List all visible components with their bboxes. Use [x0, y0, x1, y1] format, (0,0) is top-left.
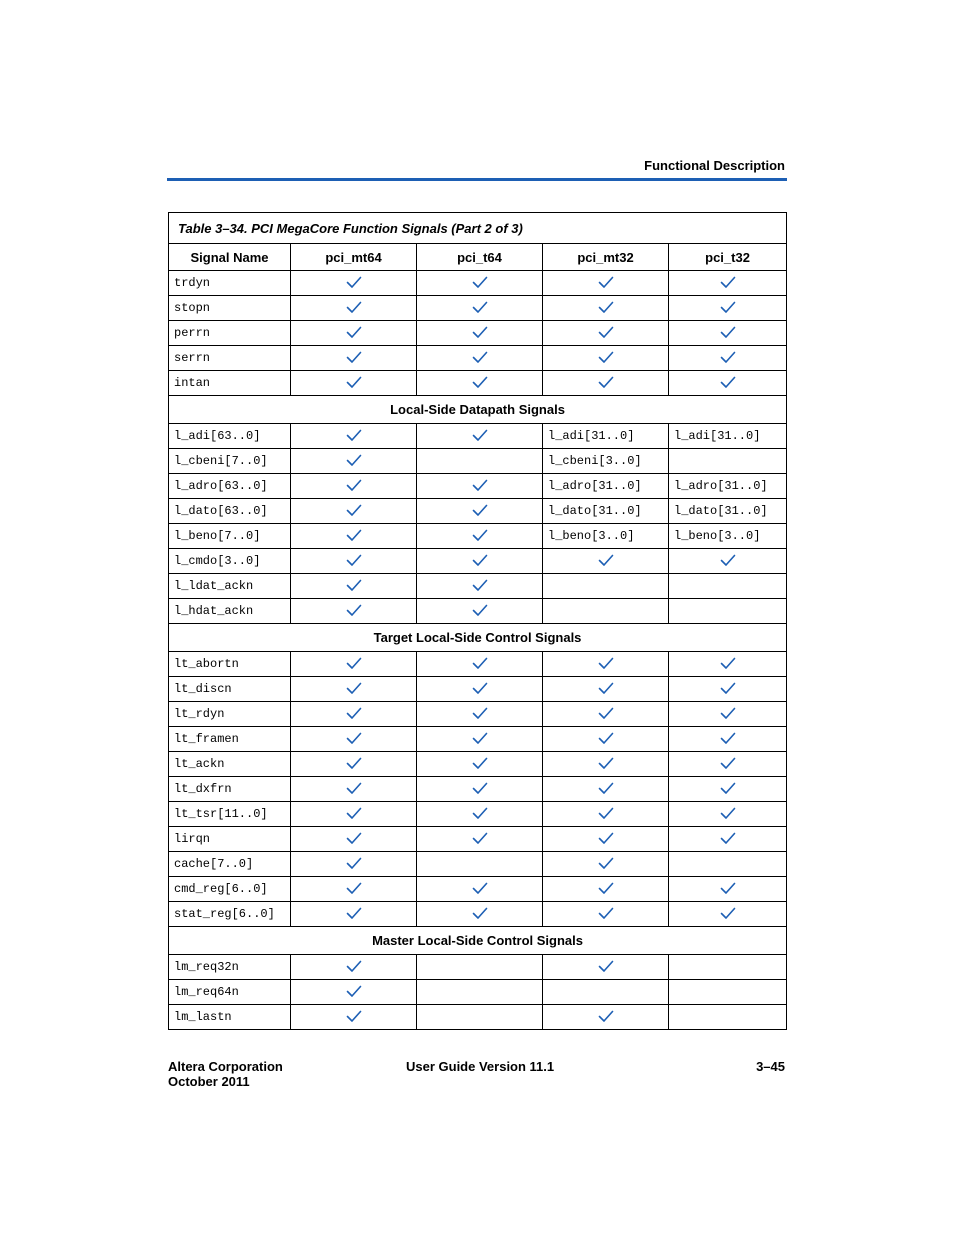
check-cell	[543, 271, 669, 296]
check-cell	[417, 752, 543, 777]
check-cell	[291, 574, 417, 599]
checkmark-icon	[346, 429, 362, 442]
table-row	[169, 371, 787, 396]
checkmark-icon	[346, 1010, 362, 1023]
checkmark-icon	[720, 882, 736, 895]
check-cell	[291, 346, 417, 371]
checkmark-icon	[346, 832, 362, 845]
checkmark-icon	[720, 907, 736, 920]
check-cell	[291, 1005, 417, 1030]
checkmark-icon	[598, 757, 614, 770]
checkmark-icon	[472, 429, 488, 442]
checkmark-icon	[720, 326, 736, 339]
table-row	[169, 424, 787, 449]
check-cell	[291, 524, 417, 549]
checkmark-icon	[720, 554, 736, 567]
check-cell	[291, 321, 417, 346]
check-cell	[543, 802, 669, 827]
checkmark-icon	[346, 276, 362, 289]
check-cell	[669, 652, 787, 677]
empty-cell	[417, 980, 543, 1005]
checkmark-icon	[346, 504, 362, 517]
checkmark-icon	[346, 351, 362, 364]
check-cell	[669, 902, 787, 927]
signal-name: lt_discn	[169, 677, 291, 702]
check-cell	[291, 877, 417, 902]
check-cell	[291, 752, 417, 777]
signal-name: lm_req32n	[169, 955, 291, 980]
checkmark-icon	[346, 807, 362, 820]
running-header-title: Functional Description	[644, 158, 785, 173]
column-header-row	[169, 244, 787, 271]
checkmark-icon	[346, 757, 362, 770]
signal-name: lt_dxfrn	[169, 777, 291, 802]
check-cell	[543, 955, 669, 980]
empty-cell	[669, 574, 787, 599]
table-row	[169, 574, 787, 599]
checkmark-icon	[346, 326, 362, 339]
checkmark-icon	[720, 757, 736, 770]
checkmark-icon	[346, 907, 362, 920]
checkmark-icon	[720, 682, 736, 695]
check-cell	[291, 296, 417, 321]
check-cell	[417, 652, 543, 677]
checkmark-icon	[598, 657, 614, 670]
signal-name: stopn	[169, 296, 291, 321]
section-heading: Master Local-Side Control Signals	[169, 927, 787, 955]
check-cell	[417, 802, 543, 827]
section-heading: Target Local-Side Control Signals	[169, 624, 787, 652]
checkmark-icon	[472, 732, 488, 745]
check-cell	[417, 827, 543, 852]
check-cell	[669, 752, 787, 777]
checkmark-icon	[598, 351, 614, 364]
empty-cell	[543, 980, 669, 1005]
check-cell	[291, 677, 417, 702]
check-cell	[417, 474, 543, 499]
check-cell	[291, 499, 417, 524]
table-row	[169, 677, 787, 702]
checkmark-icon	[346, 985, 362, 998]
checkmark-icon	[598, 832, 614, 845]
checkmark-icon	[346, 857, 362, 870]
checkmark-icon	[346, 301, 362, 314]
footer-company: Altera Corporation	[168, 1059, 283, 1074]
table-row	[169, 549, 787, 574]
table-row	[169, 346, 787, 371]
check-cell	[291, 727, 417, 752]
column-header: Signal Name	[169, 244, 291, 271]
empty-cell	[417, 1005, 543, 1030]
checkmark-icon	[346, 454, 362, 467]
check-cell	[417, 902, 543, 927]
check-cell	[543, 877, 669, 902]
table-row	[169, 271, 787, 296]
table-row	[169, 296, 787, 321]
table-row	[169, 474, 787, 499]
section-heading: Local-Side Datapath Signals	[169, 396, 787, 424]
check-cell	[417, 877, 543, 902]
section-row	[169, 396, 787, 424]
checkmark-icon	[346, 882, 362, 895]
section-row	[169, 624, 787, 652]
signal-name: l_cbeni[7..0]	[169, 449, 291, 474]
checkmark-icon	[598, 782, 614, 795]
check-cell	[291, 802, 417, 827]
check-cell	[291, 271, 417, 296]
check-cell	[291, 902, 417, 927]
check-cell	[291, 474, 417, 499]
table-row	[169, 802, 787, 827]
check-cell	[291, 424, 417, 449]
signal-name: l_ldat_ackn	[169, 574, 291, 599]
checkmark-icon	[472, 882, 488, 895]
check-cell	[543, 777, 669, 802]
checkmark-icon	[472, 554, 488, 567]
signal-name: trdyn	[169, 271, 291, 296]
check-cell	[669, 296, 787, 321]
empty-cell	[669, 852, 787, 877]
signal-name: l_adro[63..0]	[169, 474, 291, 499]
check-cell	[669, 827, 787, 852]
check-cell	[669, 877, 787, 902]
signal-width-cell: l_adro[31..0]	[543, 474, 669, 499]
checkmark-icon	[472, 351, 488, 364]
empty-cell	[417, 852, 543, 877]
checkmark-icon	[598, 376, 614, 389]
checkmark-icon	[720, 832, 736, 845]
signal-name: stat_reg[6..0]	[169, 902, 291, 927]
signal-name: perrn	[169, 321, 291, 346]
signal-name: lt_abortn	[169, 652, 291, 677]
checkmark-icon	[472, 782, 488, 795]
empty-cell	[417, 449, 543, 474]
signal-width-cell: l_dato[31..0]	[543, 499, 669, 524]
check-cell	[291, 549, 417, 574]
check-cell	[417, 727, 543, 752]
checkmark-icon	[720, 732, 736, 745]
checkmark-icon	[720, 301, 736, 314]
signal-name: lt_rdyn	[169, 702, 291, 727]
table-row	[169, 599, 787, 624]
table-row	[169, 321, 787, 346]
table-caption: Table 3–34. PCI MegaCore Function Signals (Part 2 of 3)	[169, 213, 787, 244]
column-header: pci_t64	[417, 244, 543, 271]
empty-cell	[669, 449, 787, 474]
checkmark-icon	[598, 807, 614, 820]
empty-cell	[417, 955, 543, 980]
signal-name: lt_tsr[11..0]	[169, 802, 291, 827]
checkmark-icon	[346, 782, 362, 795]
signal-name: l_cmdo[3..0]	[169, 549, 291, 574]
checkmark-icon	[346, 604, 362, 617]
checkmark-icon	[598, 1010, 614, 1023]
signal-width-cell: l_cbeni[3..0]	[543, 449, 669, 474]
check-cell	[291, 980, 417, 1005]
check-cell	[669, 727, 787, 752]
checkmark-icon	[720, 657, 736, 670]
check-cell	[417, 549, 543, 574]
checkmark-icon	[346, 707, 362, 720]
checkmark-icon	[598, 732, 614, 745]
checkmark-icon	[720, 276, 736, 289]
checkmark-icon	[346, 529, 362, 542]
empty-cell	[543, 599, 669, 624]
check-cell	[417, 599, 543, 624]
checkmark-icon	[598, 960, 614, 973]
signal-name: lt_framen	[169, 727, 291, 752]
checkmark-icon	[472, 707, 488, 720]
signals-table	[168, 212, 787, 1030]
check-cell	[669, 777, 787, 802]
checkmark-icon	[472, 907, 488, 920]
checkmark-icon	[598, 907, 614, 920]
check-cell	[291, 371, 417, 396]
check-cell	[417, 424, 543, 449]
check-cell	[291, 702, 417, 727]
section-row	[169, 927, 787, 955]
check-cell	[543, 702, 669, 727]
empty-cell	[669, 1005, 787, 1030]
check-cell	[669, 346, 787, 371]
checkmark-icon	[472, 504, 488, 517]
checkmark-icon	[720, 376, 736, 389]
checkmark-icon	[346, 732, 362, 745]
signal-name: l_hdat_ackn	[169, 599, 291, 624]
checkmark-icon	[472, 276, 488, 289]
check-cell	[543, 321, 669, 346]
empty-cell	[669, 980, 787, 1005]
signal-width-cell: l_beno[3..0]	[669, 524, 787, 549]
check-cell	[669, 271, 787, 296]
table-row	[169, 524, 787, 549]
check-cell	[543, 549, 669, 574]
check-cell	[291, 599, 417, 624]
check-cell	[669, 371, 787, 396]
check-cell	[669, 321, 787, 346]
checkmark-icon	[598, 857, 614, 870]
checkmark-icon	[346, 579, 362, 592]
checkmark-icon	[472, 529, 488, 542]
signal-name: intan	[169, 371, 291, 396]
check-cell	[543, 677, 669, 702]
check-cell	[669, 802, 787, 827]
checkmark-icon	[598, 882, 614, 895]
checkmark-icon	[472, 807, 488, 820]
check-cell	[291, 449, 417, 474]
table-row	[169, 752, 787, 777]
check-cell	[543, 346, 669, 371]
check-cell	[417, 346, 543, 371]
checkmark-icon	[346, 554, 362, 567]
check-cell	[543, 652, 669, 677]
check-cell	[417, 574, 543, 599]
check-cell	[669, 677, 787, 702]
check-cell	[543, 296, 669, 321]
checkmark-icon	[472, 301, 488, 314]
checkmark-icon	[720, 351, 736, 364]
check-cell	[669, 702, 787, 727]
check-cell	[543, 371, 669, 396]
checkmark-icon	[472, 682, 488, 695]
checkmark-icon	[346, 657, 362, 670]
check-cell	[291, 827, 417, 852]
table-row	[169, 902, 787, 927]
check-cell	[543, 727, 669, 752]
footer-left	[168, 1059, 283, 1089]
footer-guide-version: User Guide Version 11.1	[406, 1059, 555, 1074]
checkmark-icon	[720, 707, 736, 720]
check-cell	[291, 955, 417, 980]
signal-name: l_adi[63..0]	[169, 424, 291, 449]
checkmark-icon	[472, 757, 488, 770]
checkmark-icon	[472, 832, 488, 845]
table-row	[169, 852, 787, 877]
checkmark-icon	[346, 376, 362, 389]
check-cell	[417, 524, 543, 549]
check-cell	[543, 827, 669, 852]
signal-name: lm_lastn	[169, 1005, 291, 1030]
footer-date: October 2011	[168, 1074, 250, 1089]
table-row	[169, 877, 787, 902]
checkmark-icon	[598, 682, 614, 695]
empty-cell	[669, 599, 787, 624]
checkmark-icon	[720, 807, 736, 820]
table-row	[169, 702, 787, 727]
table-row	[169, 727, 787, 752]
check-cell	[291, 652, 417, 677]
check-cell	[291, 852, 417, 877]
checkmark-icon	[598, 301, 614, 314]
signal-name: cmd_reg[6..0]	[169, 877, 291, 902]
check-cell	[417, 677, 543, 702]
checkmark-icon	[472, 479, 488, 492]
checkmark-icon	[720, 782, 736, 795]
check-cell	[417, 371, 543, 396]
column-header: pci_mt64	[291, 244, 417, 271]
table-row	[169, 1005, 787, 1030]
empty-cell	[669, 955, 787, 980]
checkmark-icon	[472, 604, 488, 617]
checkmark-icon	[598, 707, 614, 720]
checkmark-icon	[472, 579, 488, 592]
check-cell	[417, 321, 543, 346]
header-rule	[167, 178, 787, 181]
table-row	[169, 499, 787, 524]
check-cell	[417, 702, 543, 727]
check-cell	[543, 852, 669, 877]
column-header: pci_t32	[669, 244, 787, 271]
signal-name: lm_req64n	[169, 980, 291, 1005]
check-cell	[417, 271, 543, 296]
signal-name: l_beno[7..0]	[169, 524, 291, 549]
signal-width-cell: l_adro[31..0]	[669, 474, 787, 499]
footer-page-number: 3–45	[756, 1059, 785, 1074]
signal-name: lt_ackn	[169, 752, 291, 777]
signal-name: cache[7..0]	[169, 852, 291, 877]
empty-cell	[543, 574, 669, 599]
signal-width-cell: l_adi[31..0]	[669, 424, 787, 449]
table-row	[169, 652, 787, 677]
table-row	[169, 955, 787, 980]
checkmark-icon	[472, 657, 488, 670]
check-cell	[417, 296, 543, 321]
check-cell	[543, 752, 669, 777]
check-cell	[543, 1005, 669, 1030]
table-row	[169, 980, 787, 1005]
signal-name: l_dato[63..0]	[169, 499, 291, 524]
checkmark-icon	[598, 326, 614, 339]
signal-width-cell: l_adi[31..0]	[543, 424, 669, 449]
check-cell	[417, 499, 543, 524]
checkmark-icon	[346, 682, 362, 695]
checkmark-icon	[346, 479, 362, 492]
table-row	[169, 449, 787, 474]
checkmark-icon	[598, 276, 614, 289]
table-row	[169, 777, 787, 802]
signal-width-cell: l_beno[3..0]	[543, 524, 669, 549]
check-cell	[291, 777, 417, 802]
checkmark-icon	[472, 376, 488, 389]
checkmark-icon	[472, 326, 488, 339]
signal-name: lirqn	[169, 827, 291, 852]
checkmark-icon	[346, 960, 362, 973]
signal-name: serrn	[169, 346, 291, 371]
table-row	[169, 827, 787, 852]
check-cell	[543, 902, 669, 927]
signal-width-cell: l_dato[31..0]	[669, 499, 787, 524]
check-cell	[669, 549, 787, 574]
checkmark-icon	[598, 554, 614, 567]
table-body	[169, 271, 787, 1030]
column-header: pci_mt32	[543, 244, 669, 271]
check-cell	[417, 777, 543, 802]
